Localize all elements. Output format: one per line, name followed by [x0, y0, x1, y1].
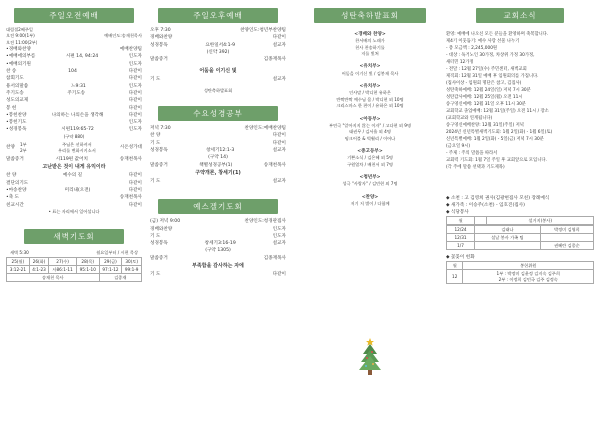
order-row-label: 참회기도	[6, 76, 24, 82]
order-row-value: 느9:31	[71, 83, 86, 89]
wednesday-row-label: 기 도	[150, 140, 161, 146]
kitchen-duty-table	[446, 216, 594, 225]
program-list	[300, 31, 440, 214]
order-row-person: 다같이	[128, 69, 142, 75]
wednesday-row-value: (구약 14)	[208, 155, 228, 161]
friday-row	[150, 247, 286, 254]
friday-time: (금) 저녁 9:00	[150, 219, 181, 225]
dawn-day-cell: 27(수)	[49, 257, 77, 265]
friday-header: 예스겔기도회	[158, 199, 278, 214]
wednesday-row-person: 다같이	[272, 140, 286, 146]
news-line: 송구영신예배: 12월 31일 오후 11시 30분	[446, 102, 526, 107]
morning-sermon-title: 고난받은 것이 내게 유익이라	[42, 164, 106, 171]
order-row-person: 인도자	[128, 61, 142, 67]
afternoon-row	[150, 42, 286, 49]
news-line: 새터민 12가정	[446, 60, 474, 65]
program-section-title: <경배와 찬양>	[354, 32, 386, 37]
closing-row-label: 친교시간	[6, 202, 24, 208]
choir-part-2: 2부	[20, 148, 27, 154]
wednesday-header: 수요성경공부	[158, 106, 278, 121]
closing-row	[6, 187, 142, 194]
closing-row-label: •축 도	[6, 195, 20, 201]
dawn-passage-cell: 99:1-9	[122, 265, 142, 273]
order-row-person: 다같이	[128, 112, 142, 118]
friday-row-label: 기 도	[150, 233, 161, 239]
closing-row	[6, 180, 142, 187]
wednesday-row-value: 창세기12:1-3	[206, 148, 235, 154]
afternoon-leader: 찬양인도:청년부찬양팀	[240, 28, 286, 33]
friday-closing	[150, 271, 286, 278]
closing-row-value	[24, 202, 129, 209]
notice-new-family: ◆ 새가족 : 이승주(소천) - 임호진(집사)	[446, 203, 525, 208]
friday-row-label: 말씀증거	[150, 255, 168, 261]
order-row	[6, 83, 142, 90]
news-line: (집사이상 - 임원회 명단은 참고, 김집사)	[446, 81, 522, 86]
dawn-day-cell: 29(금)	[99, 257, 122, 265]
column-afternoon	[150, 0, 286, 424]
program-item: 저기 저 별이 / 다함께	[350, 201, 390, 207]
program-section-title: <유치부>	[359, 84, 381, 90]
program-item: 천사 찬송하기를	[355, 44, 385, 50]
order-row-label: •성경봉독	[6, 127, 27, 133]
friday-row-value	[172, 226, 272, 233]
duty-cell: 12/31	[447, 234, 475, 242]
notice-funeral: ◆ 소천 : 고 김영희 권사(김광현집사 모친) 장례예식	[446, 196, 550, 201]
dawn-passage-cell: 사86:1-11	[49, 265, 77, 273]
friday-order	[150, 226, 286, 262]
program-section-title: <유치부>	[359, 64, 381, 70]
afternoon-closing-row-value	[160, 76, 272, 83]
wednesday-top	[150, 125, 286, 132]
order-row-value: 시편119:65-72	[61, 127, 94, 133]
church-news-header: 교회소식	[476, 8, 564, 23]
dawn-passage-cell: 4:1-23	[29, 265, 49, 273]
order-row-value: 104	[68, 69, 77, 75]
program-item: 핑크어블 & 빅휠리 / 이어나	[344, 135, 396, 141]
dawn-day-cell: 26(화)	[29, 257, 49, 265]
wednesday-row-label: 찬 양	[150, 133, 161, 139]
program-item: 저를 빛쳐	[361, 51, 379, 57]
wednesday-row	[150, 147, 286, 154]
program-section-title: <아동부>	[359, 116, 381, 122]
sermon-row-person: 송재천목사	[119, 157, 142, 163]
wednesday-title: 구약개론, 창세기(1)	[195, 169, 241, 176]
closing-row-value	[28, 180, 128, 187]
dawn-passage-cell: 97:1-12	[99, 265, 122, 273]
dawn-schedule-table	[6, 257, 142, 282]
order-row	[6, 112, 142, 119]
friday-row-value: 창세기3:16-19	[204, 241, 236, 247]
program-item: 성극 "사랑자" / 김민현 외 7명	[342, 181, 398, 187]
dawn-passage-cell: 3:12-21	[7, 265, 30, 273]
friday-row	[150, 226, 286, 233]
duty-head-cell: 월	[447, 217, 475, 225]
program-section-title: <청년부>	[359, 175, 381, 181]
afternoon-row-value: (신약 392)	[206, 49, 230, 55]
afternoon-closing-row	[150, 76, 286, 83]
closing-row-value: 미리내(오전)	[64, 188, 91, 194]
flower-cell: 1부 : 박정미 김윤정 김지숙 김주희 2부 : 이정희 김민국 김주 김정숙	[463, 270, 594, 284]
program-item: 반짝반짝 예수님 몸 / 박디현 외 10명	[336, 96, 404, 102]
afternoon-row	[150, 34, 286, 41]
wednesday-closing-row-person: 설교자	[272, 178, 286, 184]
afternoon-row	[150, 56, 286, 63]
flower-table	[446, 261, 594, 284]
dawn-foot-right: 김종재	[99, 273, 141, 281]
column-church-news	[446, 0, 594, 424]
news-line: 성탄축하예배: 12월 24일(일) 저녁 7시 30분	[446, 88, 531, 93]
wednesday-row	[150, 154, 286, 161]
duty-cell: 박정미 김영희	[540, 226, 593, 234]
program-item: 찬서배의 노래가	[355, 38, 385, 44]
afternoon-closing-row-person: 설교자	[272, 77, 286, 83]
duty-cell: 12/24	[447, 226, 475, 234]
order-row-person: 다같이	[128, 105, 142, 111]
friday-row-person: 김종재목사	[263, 255, 286, 261]
news-line: 신년특별예배: 1월 2일(화) - 5일(금) 저녁 7시 30분	[446, 137, 544, 142]
order-row	[6, 105, 142, 112]
wednesday-time: 저녁 7:30	[150, 126, 171, 132]
afternoon-row-label: 성경봉독	[150, 42, 168, 48]
duty-cell: 김태나	[475, 226, 541, 234]
duty-head-cell: 설거지(봉사)	[487, 217, 594, 225]
choir-song-1: 주님은 선하셔서	[62, 141, 92, 147]
afternoon-closing	[150, 76, 286, 83]
wednesday-row-person: 송재천목사	[263, 162, 286, 168]
flower-cell: 12	[447, 270, 463, 284]
program-section-title: <중고등부>	[357, 149, 383, 155]
closing-row	[6, 172, 142, 179]
order-row-person: 인도자	[128, 83, 142, 89]
order-row-value	[26, 119, 128, 126]
program-item: 구원열차 / 배천서 외 7명	[347, 161, 393, 167]
duty-head-cell	[475, 217, 487, 225]
order-row-person: 인도자	[128, 54, 142, 60]
afternoon-top	[150, 27, 286, 34]
program-item: 어둠을 이기신 빛 / 김봉재 목사	[341, 70, 399, 76]
choir-block	[6, 140, 142, 156]
choir-song-2: 우리를 변화시키소서	[58, 148, 96, 154]
order-row	[6, 75, 142, 82]
afternoon-row-value	[172, 34, 272, 41]
news-line: 교회력 기도회: 1월 7일 주일 후 교회앞으로 모입니다.	[446, 158, 547, 163]
friday-row-label: 경배와찬양	[150, 226, 173, 232]
flower-head-cell: 월	[447, 262, 463, 270]
closing-row-person: 다같이	[128, 180, 142, 186]
wednesday-row	[150, 162, 286, 169]
order-row-label: 봉 헌	[6, 105, 17, 111]
order-row-value: 주기도송	[67, 90, 86, 96]
friday-top	[150, 218, 286, 225]
news-line: 송구영신예배찬양: 12월 31일(주일) 저녁	[446, 123, 524, 128]
closing-row-value	[19, 194, 120, 201]
order-row	[6, 53, 142, 60]
news-line: - 총 모금액 : 2,245,000원	[446, 46, 498, 51]
order-row-value	[31, 61, 129, 68]
wednesday-leader: 찬양인도:예배찬양팀	[244, 126, 286, 132]
wednesday-row-person: 다같이	[272, 133, 286, 139]
friday-row-person: 인도자	[272, 233, 286, 239]
news-line: 환영: 예배에 나오신 모든 분들을 환영하며 축복합니다.	[446, 32, 549, 37]
column-christmas-program	[300, 0, 440, 424]
closing-row-label: 결단의기도	[6, 180, 29, 186]
dawn-day-cell: 30(토)	[122, 257, 142, 265]
news-line: (각 주에 말씀 선택과 기도제목)	[446, 165, 505, 170]
morning-season: 대림절2째주일	[6, 27, 33, 32]
closing-row-value: 예수의 길	[62, 173, 83, 179]
duty-cell: 1/7	[447, 242, 475, 250]
morning-order-list	[6, 46, 142, 134]
morning-time-2: 오전 11:00(2부)	[6, 39, 38, 45]
friday-row-value: (구약 1305)	[205, 248, 231, 254]
morning-leader: 예배인도:송재천목사	[104, 33, 142, 39]
afternoon-row-value: 요한일서4:1-9	[205, 42, 236, 48]
order-row-value	[16, 105, 128, 112]
program-item: 인사말 / 박디현 유하은	[349, 90, 391, 96]
choir-part-1: 1부	[20, 141, 27, 147]
dawn-prayer-header: 새벽기도회	[24, 229, 124, 244]
choir-name: 시온성가대	[119, 145, 142, 151]
wednesday-row-person: 설교자	[272, 148, 286, 154]
column-morning-worship	[6, 0, 142, 424]
sermon-row-label: 말씀증거	[6, 157, 24, 163]
closing-row-label: •마송찬양	[6, 188, 27, 194]
friday-title: 부족함을 감사하는 자에	[192, 263, 244, 270]
order-row-person: 다같이	[128, 90, 142, 96]
dawn-time: 새벽 5:30	[10, 250, 29, 256]
afternoon-header: 주일오후예배	[158, 8, 278, 23]
program-section-title: <찬양>	[361, 194, 379, 200]
news-line: - 주제 : 주의 말씀을 따라서	[446, 151, 498, 156]
order-row	[6, 119, 142, 126]
friday-row	[150, 240, 286, 247]
friday-closing-row	[150, 271, 286, 278]
afternoon-time: 오후 7:30	[150, 28, 171, 33]
duty-cell: 권혜란 김종순	[540, 242, 593, 250]
afternoon-closing-row-label: 기 도	[150, 77, 161, 83]
dawn-foot-left: 송재천 목사	[7, 273, 100, 281]
friday-leader: 찬양인도:청경관집사	[244, 219, 286, 225]
kitchen-duty-title: ◆ 식당봉사	[446, 210, 469, 215]
order-row	[6, 90, 142, 97]
closing-row	[6, 194, 142, 201]
christmas-tree-icon	[358, 336, 382, 376]
afternoon-row-person: 설교자	[272, 42, 286, 48]
wednesday-row	[150, 132, 286, 139]
standing-note: • 표는 자리에서 일어섭니다	[48, 208, 100, 214]
closing-row-label: 찬 양	[6, 173, 17, 179]
friday-row	[150, 233, 286, 240]
dawn-place: 월요일부터 / 시편 묵상	[96, 250, 138, 256]
afternoon-row	[150, 49, 286, 56]
morning-worship-header: 주일오전예배	[14, 8, 134, 23]
order-row-label: •예배에의부름	[6, 54, 36, 60]
wednesday-row-label: 말씀증거	[150, 162, 168, 168]
order-row	[6, 97, 142, 104]
friday-closing-row-label: 기 도	[150, 272, 161, 278]
choir-label: 찬양	[6, 145, 15, 151]
order-row-label: 용서의말씀	[6, 83, 29, 89]
morning-time-1: 오전 9:00(1부)	[6, 33, 35, 39]
afternoon-order	[150, 34, 286, 63]
wednesday-row-value	[160, 132, 272, 139]
order-row-person: 인도자	[128, 127, 142, 133]
news-line: 제4기 이웃돕기: 예수 사랑 선물 나누기	[446, 39, 520, 44]
wednesday-closing	[150, 178, 286, 185]
friday-closing-row-value	[160, 271, 272, 278]
dawn-day-cell: 28(목)	[76, 257, 99, 265]
order-row-person: 다같이	[128, 98, 142, 104]
morning-sermon-row	[6, 156, 142, 163]
kitchen-duty-body	[446, 225, 594, 250]
closing-row	[6, 202, 142, 209]
afternoon-row-person: 다같이	[272, 35, 286, 41]
closing-row-person: 다같이	[128, 173, 142, 179]
order-row-label: 주기도송	[6, 90, 24, 96]
afternoon-row-label: 경배와찬양	[150, 35, 173, 41]
friday-closing-row-person: 다같이	[272, 272, 286, 278]
order-row-person: 예배찬양팀	[119, 47, 142, 53]
sermon-row	[6, 156, 142, 163]
news-list	[446, 31, 594, 171]
program-item: 태권무 / 김서율 외 4명	[349, 129, 391, 135]
duty-cell	[475, 242, 541, 250]
order-row-label: •봉헌기도	[6, 120, 27, 126]
order-row	[6, 46, 142, 53]
program-item: 기쁜소식 / 김은혜 외 5명	[347, 155, 393, 161]
friday-row	[150, 255, 286, 262]
closing-row-person: 다같이	[128, 202, 142, 208]
flower-head-cell: 봉헌위원	[463, 262, 594, 270]
afternoon-row-person: 김종재목사	[263, 57, 286, 63]
christmas-program-header: 성탄축하발표회	[314, 8, 426, 23]
wednesday-closing-row	[150, 178, 286, 185]
order-row-label: •경배와찬양	[6, 47, 31, 53]
order-row-value: 나의하는 나의손을 생각해	[51, 112, 104, 118]
wednesday-closing-row-value	[160, 178, 272, 185]
order-row-value	[24, 75, 129, 82]
news-line: 2024년 신년특별새벽기도회: 1월 2일(화) - 1월 6일(토)	[446, 130, 553, 135]
wednesday-row-label: 성경봉독	[150, 148, 168, 154]
wednesday-row	[150, 140, 286, 147]
afternoon-sermon-title: 어둠을 이기신 빛	[199, 68, 237, 75]
dawn-passage-cell: 95:1-10	[76, 265, 99, 273]
duty-cell: 설날 봉사 가족 팀	[475, 234, 541, 242]
friday-row-label: 성경봉독	[150, 241, 168, 247]
order-row-label: •봉헌찬양	[6, 112, 27, 118]
news-line: 성탄감사예배: 12월 25일(월) 오전 11시	[446, 95, 523, 100]
friday-row-value	[168, 255, 264, 262]
program-item: 크리스마스 한 편이 / 유하은 외 10명	[336, 103, 404, 109]
order-row-label: 성도의교제	[6, 98, 29, 104]
order-row-value	[31, 46, 120, 53]
order-row	[6, 126, 142, 133]
news-line: (교회학교와 연계됩니다)	[446, 116, 493, 121]
wednesday-row-value	[160, 140, 272, 147]
news-line: 교회학교 졸업예배: 12월 31일(주일) 오전 11시 / 장소	[446, 109, 549, 114]
flower-title: ◆ 꽃꽂이 헌화	[446, 255, 475, 260]
program-item: 부연극 "알아지지 않는 이자" / 고다현 외 9명	[329, 122, 411, 128]
order-row-label: 찬 송	[6, 69, 17, 75]
order-row	[6, 68, 142, 75]
order-row-value	[28, 97, 128, 104]
news-line: - 전달 : 12월 27일(수) 주민센터, 새벽교회	[446, 67, 527, 72]
order-row-person: 인도자	[128, 120, 142, 126]
afternoon-row-label: 말씀증거	[150, 57, 168, 63]
wednesday-row-value: 책별성경공부(1)	[199, 162, 233, 168]
closing-row-person: 송재천목사	[119, 195, 142, 201]
friday-row-person: 인도자	[272, 226, 286, 232]
duty-cell	[540, 234, 593, 242]
news-line: (금요일 9시)	[446, 144, 471, 149]
morning-page-ref: (구약 880)	[63, 133, 85, 139]
dawn-day-cell: 25(월)	[7, 257, 30, 265]
afternoon-hymn: 성탄축하발표회	[203, 87, 233, 93]
closing-row-person: 다같이	[128, 188, 142, 194]
wednesday-order	[150, 132, 286, 168]
friday-row-value	[160, 233, 272, 240]
sermon-row-value: 시119편 값어치	[55, 157, 88, 163]
wednesday-closing-row-label: 기 도	[150, 178, 161, 184]
order-row-label: •예배의기원	[6, 61, 31, 67]
order-row-person: 다같이	[128, 76, 142, 82]
friday-row-person: 설교자	[272, 241, 286, 247]
news-line: - 대상 : 독거노인 30가정, 차상위 가정 30가정,	[446, 53, 535, 58]
order-row-value: 시편 14, 94:24	[65, 54, 99, 60]
afternoon-row-value	[168, 56, 264, 63]
order-row	[6, 61, 142, 68]
news-line: 제직회: 12월 31일 예배 후 임원회의를 가집니다.	[446, 74, 539, 79]
morning-closing-list	[6, 172, 142, 208]
